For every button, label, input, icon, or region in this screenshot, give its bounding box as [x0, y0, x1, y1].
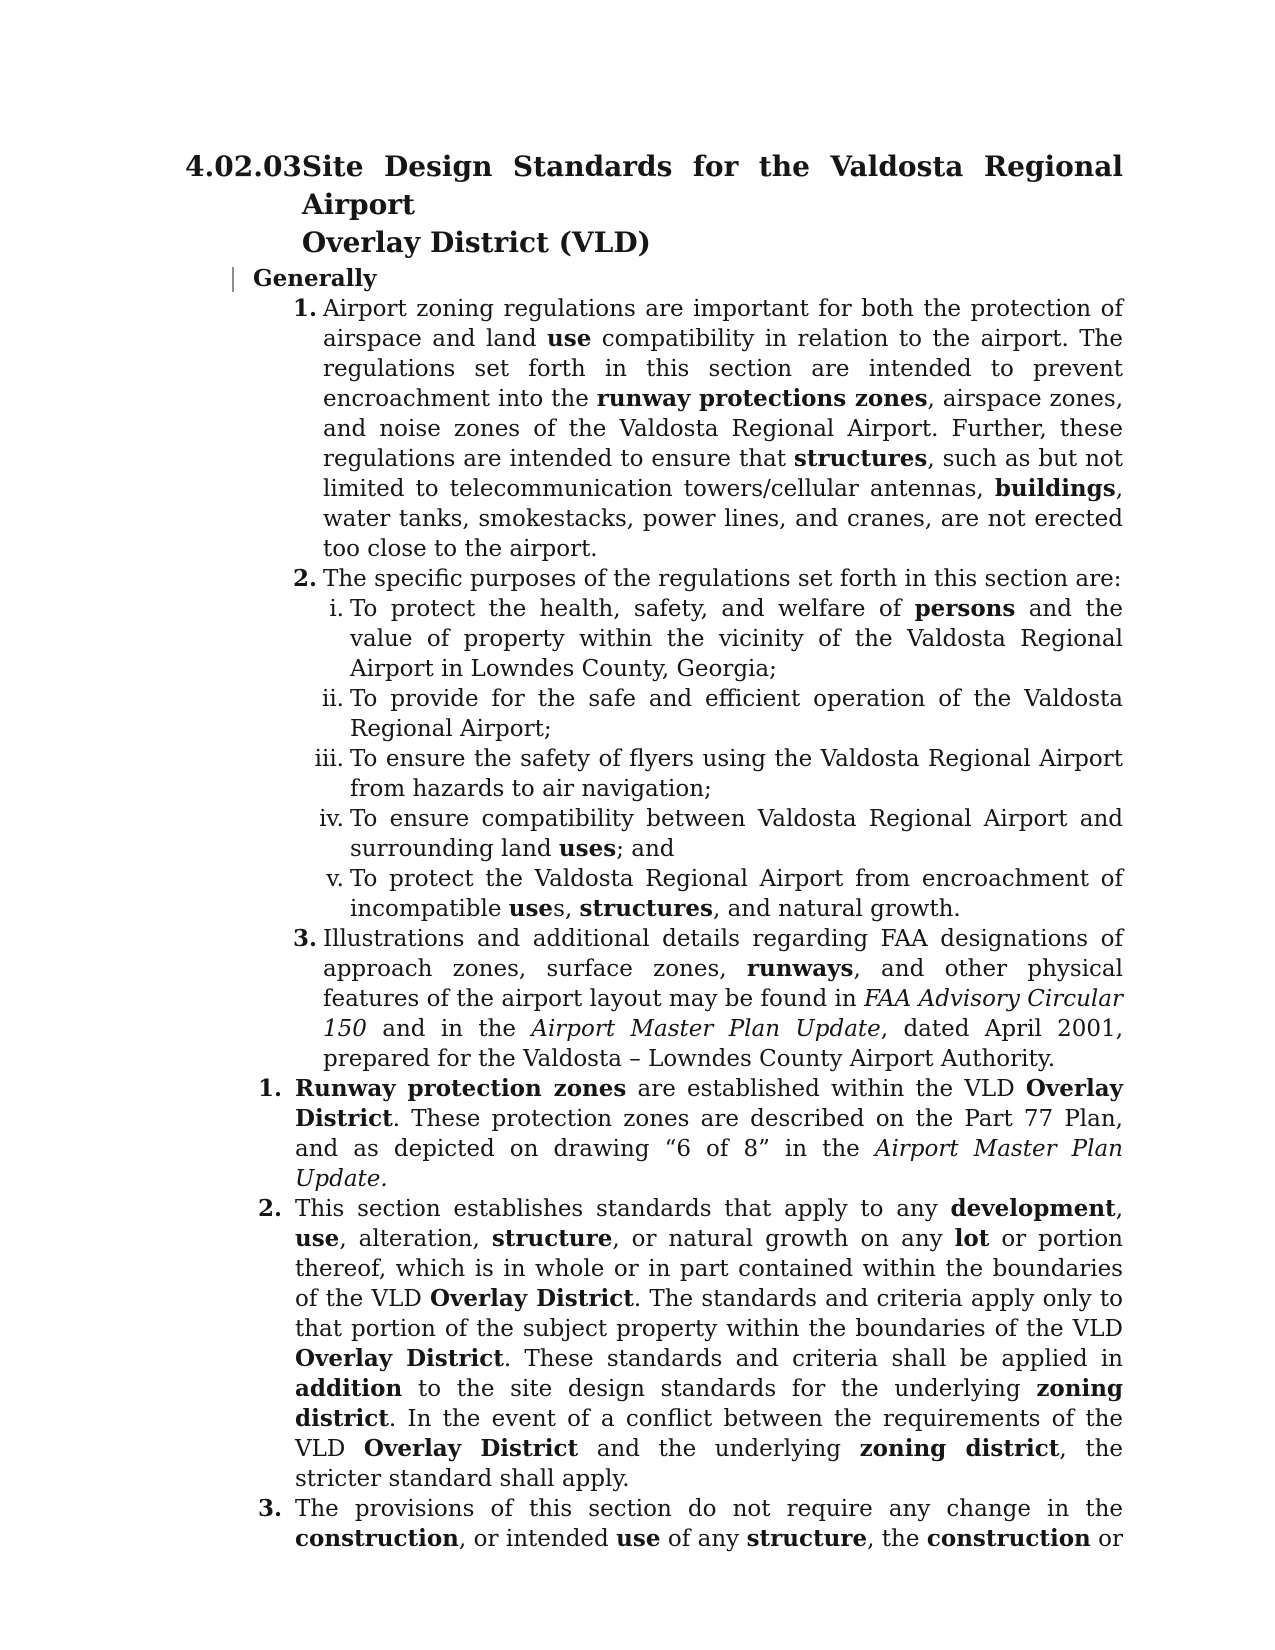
standards-list	[258, 1074, 1123, 1554]
list-item	[258, 1194, 1123, 1494]
generally-heading-row	[253, 264, 1123, 294]
paragraph: To ensure compatibility between Valdosta Regional Airport and surrounding land uses; and	[350, 806, 1123, 862]
list-item-number: i.	[329, 596, 344, 622]
list-item-number: 1.	[258, 1075, 283, 1102]
paragraph: The provisions of this section do not require any change in the construction, or intended use of any structure, the construction or	[295, 1496, 1124, 1552]
section-title	[302, 148, 1123, 262]
generally-list	[293, 294, 1123, 1074]
purpose-sublist	[314, 594, 1123, 924]
list-item	[258, 1074, 1123, 1194]
list-item	[323, 594, 1123, 684]
paragraph: The specific purposes of the regulations set forth in this section are:	[323, 566, 1122, 592]
list-item	[323, 864, 1123, 924]
list-item-number: 2.	[293, 565, 318, 592]
section-heading	[185, 148, 1123, 262]
list-item	[293, 564, 1123, 924]
list-item-number: iv.	[319, 806, 344, 832]
document-content	[185, 148, 1123, 1554]
list-item-number: iii.	[314, 746, 344, 772]
list-item	[258, 1494, 1123, 1554]
paragraph: To provide for the safe and efficient operation of the Valdosta Regional Airport;	[350, 686, 1123, 742]
change-bar	[232, 267, 234, 292]
section-title-line-2: Overlay District (VLD)	[301, 226, 651, 259]
list-item	[314, 744, 1123, 804]
paragraph: Airport zoning regulations are important for both the protection of airspace and land use compatibility in relation to the airport. The regulations set forth in this section are intended to prevent encroachment into the runway protections zones, airspace zones, and noise zones of the Valdosta Regional Airport. Further, these regulations are intended to ensure that structures, such as but not limited to telecommunication towers/cellular antennas, buildings, water tanks, smokestacks, power lines, and cranes, are not erected too close to the airport.	[323, 296, 1124, 562]
list-item-number: v.	[326, 866, 344, 892]
paragraph: This section establishes standards that apply to any development, use, alteration, structure, or natural growth on any lot or portion thereof, which is in whole or in part contained within the boundaries of the VLD Overlay District. The standards and criteria apply only to that portion of the subject property within the boundaries of the VLD Overlay District. These standards and criteria shall be applied in addition to the site design standards for the underlying zoning district. In the event of a conflict between the requirements of the VLD Overlay District and the underlying zoning district, the stricter standard shall apply.	[295, 1195, 1123, 1492]
paragraph: To protect the Valdosta Regional Airport from encroachment of incompatible uses, structures, and natural growth.	[350, 866, 1123, 922]
section-number: 4.02.03	[185, 150, 302, 183]
list-item-number: ii.	[321, 686, 344, 712]
paragraph: Illustrations and additional details regarding FAA designations of approach zones, surface zones, runways, and other physical features of the airport layout may be found in FAA Advisory Circular 150 and in the Airport Master Plan Update, dated April 2001, prepared for the Valdosta – Lowndes County Airport Authority.	[323, 926, 1124, 1072]
paragraph: Runway protection zones are established within the VLD Overlay District. These protection zones are described on the Part 77 Plan, and as depicted on drawing “6 of 8” in the Airport Master Plan Update.	[295, 1075, 1123, 1192]
list-item-number: 1.	[293, 295, 318, 322]
list-item	[293, 924, 1123, 1074]
list-item	[319, 804, 1123, 864]
list-item-number: 2.	[258, 1195, 283, 1222]
paragraph: To protect the health, safety, and welfare of persons and the value of property within the vicinity of the Valdosta Regional Airport in Lowndes County, Georgia;	[350, 595, 1123, 682]
generally-heading: Generally	[253, 265, 377, 292]
section-title-line-1: Site Design Standards for the Valdosta Regional Airport	[301, 150, 1123, 221]
list-item-number: 3.	[293, 925, 318, 952]
list-item-number: 3.	[258, 1495, 283, 1522]
paragraph: To ensure the safety of flyers using the Valdosta Regional Airport from hazards to air navigation;	[350, 746, 1123, 802]
list-item-body	[314, 564, 1123, 924]
list-item	[323, 684, 1123, 744]
list-item	[293, 294, 1123, 564]
